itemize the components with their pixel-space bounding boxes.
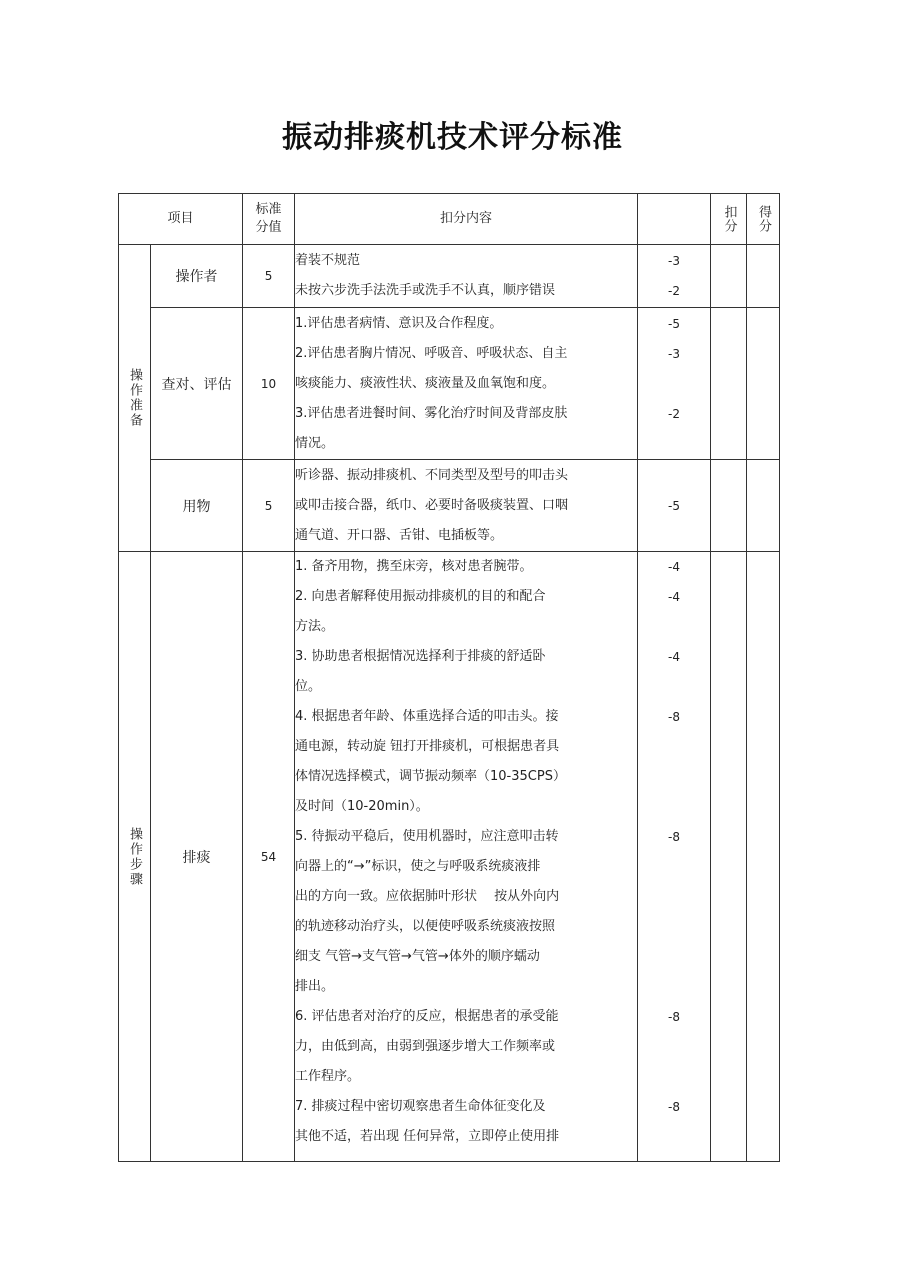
section-name: 操作准备	[127, 368, 142, 428]
table-row	[119, 460, 780, 552]
row-standard-value: 5	[243, 245, 295, 308]
row-deductions	[638, 552, 711, 1162]
content-line: 力，由低到高，由弱到强逐步增大工作频率或	[295, 1039, 556, 1054]
content-line: 方法。	[295, 619, 335, 634]
deduction-value: -3	[668, 346, 680, 361]
deduction-value	[638, 732, 710, 762]
deduction-value	[638, 762, 710, 792]
content-line: 排出。	[295, 979, 335, 994]
row-content	[295, 552, 638, 1162]
header-item: 项目	[119, 194, 243, 245]
deduct-cell[interactable]	[711, 245, 747, 308]
deduction-value	[638, 672, 710, 702]
content-line: 位。	[295, 679, 322, 694]
section-label-steps	[119, 552, 151, 1162]
content-line: 出的方向一致。应依据肺叶形状 按从外向内	[295, 889, 560, 904]
deduction-value	[638, 852, 710, 882]
header-standard-line2: 分值	[255, 220, 282, 235]
content-line: 6. 评估患者对治疗的反应，根据患者的承受能	[295, 1009, 559, 1024]
row-deductions	[638, 460, 711, 552]
deduction-value: -5	[668, 498, 680, 513]
deduct-cell[interactable]	[711, 460, 747, 552]
row-item: 查对、评估	[151, 308, 243, 460]
content-line: 通气道、开口器、舌钳、电插板等。	[295, 527, 504, 543]
header-deduction-content: 扣分内容	[295, 194, 638, 245]
deduction-value	[638, 1062, 710, 1092]
deduction-value: -8	[668, 1010, 680, 1024]
content-line: 2. 向患者解释使用振动排痰机的目的和配合	[295, 589, 546, 604]
content-line: 通电源，转动旋 钮打开排痰机，可根据患者具	[295, 739, 560, 754]
content-line: 及时间（10-20min）。	[295, 799, 429, 814]
content-line: 的轨迹移动治疗头，以便使呼吸系统痰液按照	[295, 919, 556, 934]
document-title: 振动排痰机技术评分标准	[282, 120, 623, 155]
table-row	[119, 308, 780, 460]
header-blank	[638, 194, 711, 245]
deduction-value	[638, 429, 710, 459]
deduction-value	[638, 942, 710, 972]
scoring-table	[118, 193, 780, 1162]
deduction-value: -4	[668, 590, 680, 604]
deduction-value: -5	[668, 316, 680, 331]
score-cell[interactable]	[747, 552, 780, 1162]
score-cell[interactable]	[747, 308, 780, 460]
content-line: 向器上的“→”标识，使之与呼吸系统痰液排	[295, 859, 541, 874]
deduction-value: -8	[668, 830, 680, 844]
content-line: 4. 根据患者年龄、体重选择合适的叩击头。接	[295, 709, 559, 724]
deduction-value: -8	[668, 1100, 680, 1114]
header-standard-line1: 标准	[255, 202, 282, 217]
deduction-value	[638, 972, 710, 1002]
row-deductions	[638, 245, 711, 308]
deduction-value	[638, 612, 710, 642]
deduction-value	[638, 369, 710, 399]
deduct-cell[interactable]	[711, 552, 747, 1162]
deduction-value	[638, 1032, 710, 1062]
content-line: 1. 备齐用物，携至床旁，核对患者腕带。	[295, 559, 533, 574]
table-row	[119, 245, 780, 308]
table-row	[119, 552, 780, 1162]
deduction-value	[638, 792, 710, 822]
row-standard-value: 5	[243, 460, 295, 552]
row-item: 操作者	[151, 245, 243, 308]
row-content	[295, 308, 638, 460]
deduction-value: -3	[668, 254, 680, 268]
content-line: 听诊器、振动排痰机、不同类型及型号的叩击头	[295, 467, 569, 483]
header-row	[119, 194, 780, 245]
content-line: 着装不规范	[295, 253, 361, 268]
deduct-cell[interactable]	[711, 308, 747, 460]
content-line: 细支 气管→支气管→气管→体外的顺序蠕动	[295, 949, 540, 964]
section-name: 操作步骤	[127, 826, 142, 887]
row-content	[295, 245, 638, 308]
deduction-value: -4	[668, 560, 680, 574]
row-standard-value: 54	[243, 552, 295, 1162]
deduction-value	[638, 521, 710, 551]
deduction-value: -2	[668, 406, 680, 421]
deduction-value	[638, 1122, 710, 1152]
content-line: 2.评估患者胸片情况、呼吸音、呼吸状态、自主	[295, 345, 568, 361]
content-line: 工作程序。	[295, 1069, 361, 1084]
row-item: 排痰	[151, 552, 243, 1162]
content-line: 或叩击接合器，纸巾、必要时备吸痰装置、口咽	[295, 497, 569, 513]
content-line: 其他不适，若出现 任何异常，立即停止使用排	[295, 1129, 560, 1144]
header-score-text: 得分	[756, 205, 772, 233]
row-content	[295, 460, 638, 552]
deduction-value	[638, 912, 710, 942]
content-line: 情况。	[295, 435, 335, 451]
row-deductions	[638, 308, 711, 460]
content-line: 1.评估患者病情、意识及合作程度。	[295, 315, 503, 331]
content-line: 5. 待振动平稳后，使用机器时，应注意叩击转	[295, 829, 559, 844]
deduction-value	[638, 461, 710, 491]
content-line: 咳痰能力、痰液性状、痰液量及血氧饱和度。	[295, 375, 556, 391]
header-deduct	[711, 194, 747, 245]
content-line: 未按六步洗手法洗手或洗手不认真，顺序错误	[295, 283, 556, 298]
content-line: 体情况选择模式，调节振动频率（10-35CPS）	[295, 769, 566, 784]
deduction-value: -4	[668, 650, 680, 664]
deduction-value: -2	[668, 284, 680, 298]
header-deduct-text: 扣分	[721, 205, 737, 233]
deduction-value: -8	[668, 710, 680, 724]
deduction-value	[638, 882, 710, 912]
row-standard-value: 10	[243, 308, 295, 460]
header-score	[747, 194, 780, 245]
row-item: 用物	[151, 460, 243, 552]
header-standard-value	[243, 194, 295, 245]
section-label-prep	[119, 245, 151, 552]
content-line: 3.评估患者进餐时间、雾化治疗时间及背部皮肤	[295, 405, 568, 421]
content-line: 7. 排痰过程中密切观察患者生命体征变化及	[295, 1099, 546, 1114]
score-cell[interactable]	[747, 245, 780, 308]
score-cell[interactable]	[747, 460, 780, 552]
content-line: 3. 协助患者根据情况选择利于排痰的舒适卧	[295, 649, 546, 664]
